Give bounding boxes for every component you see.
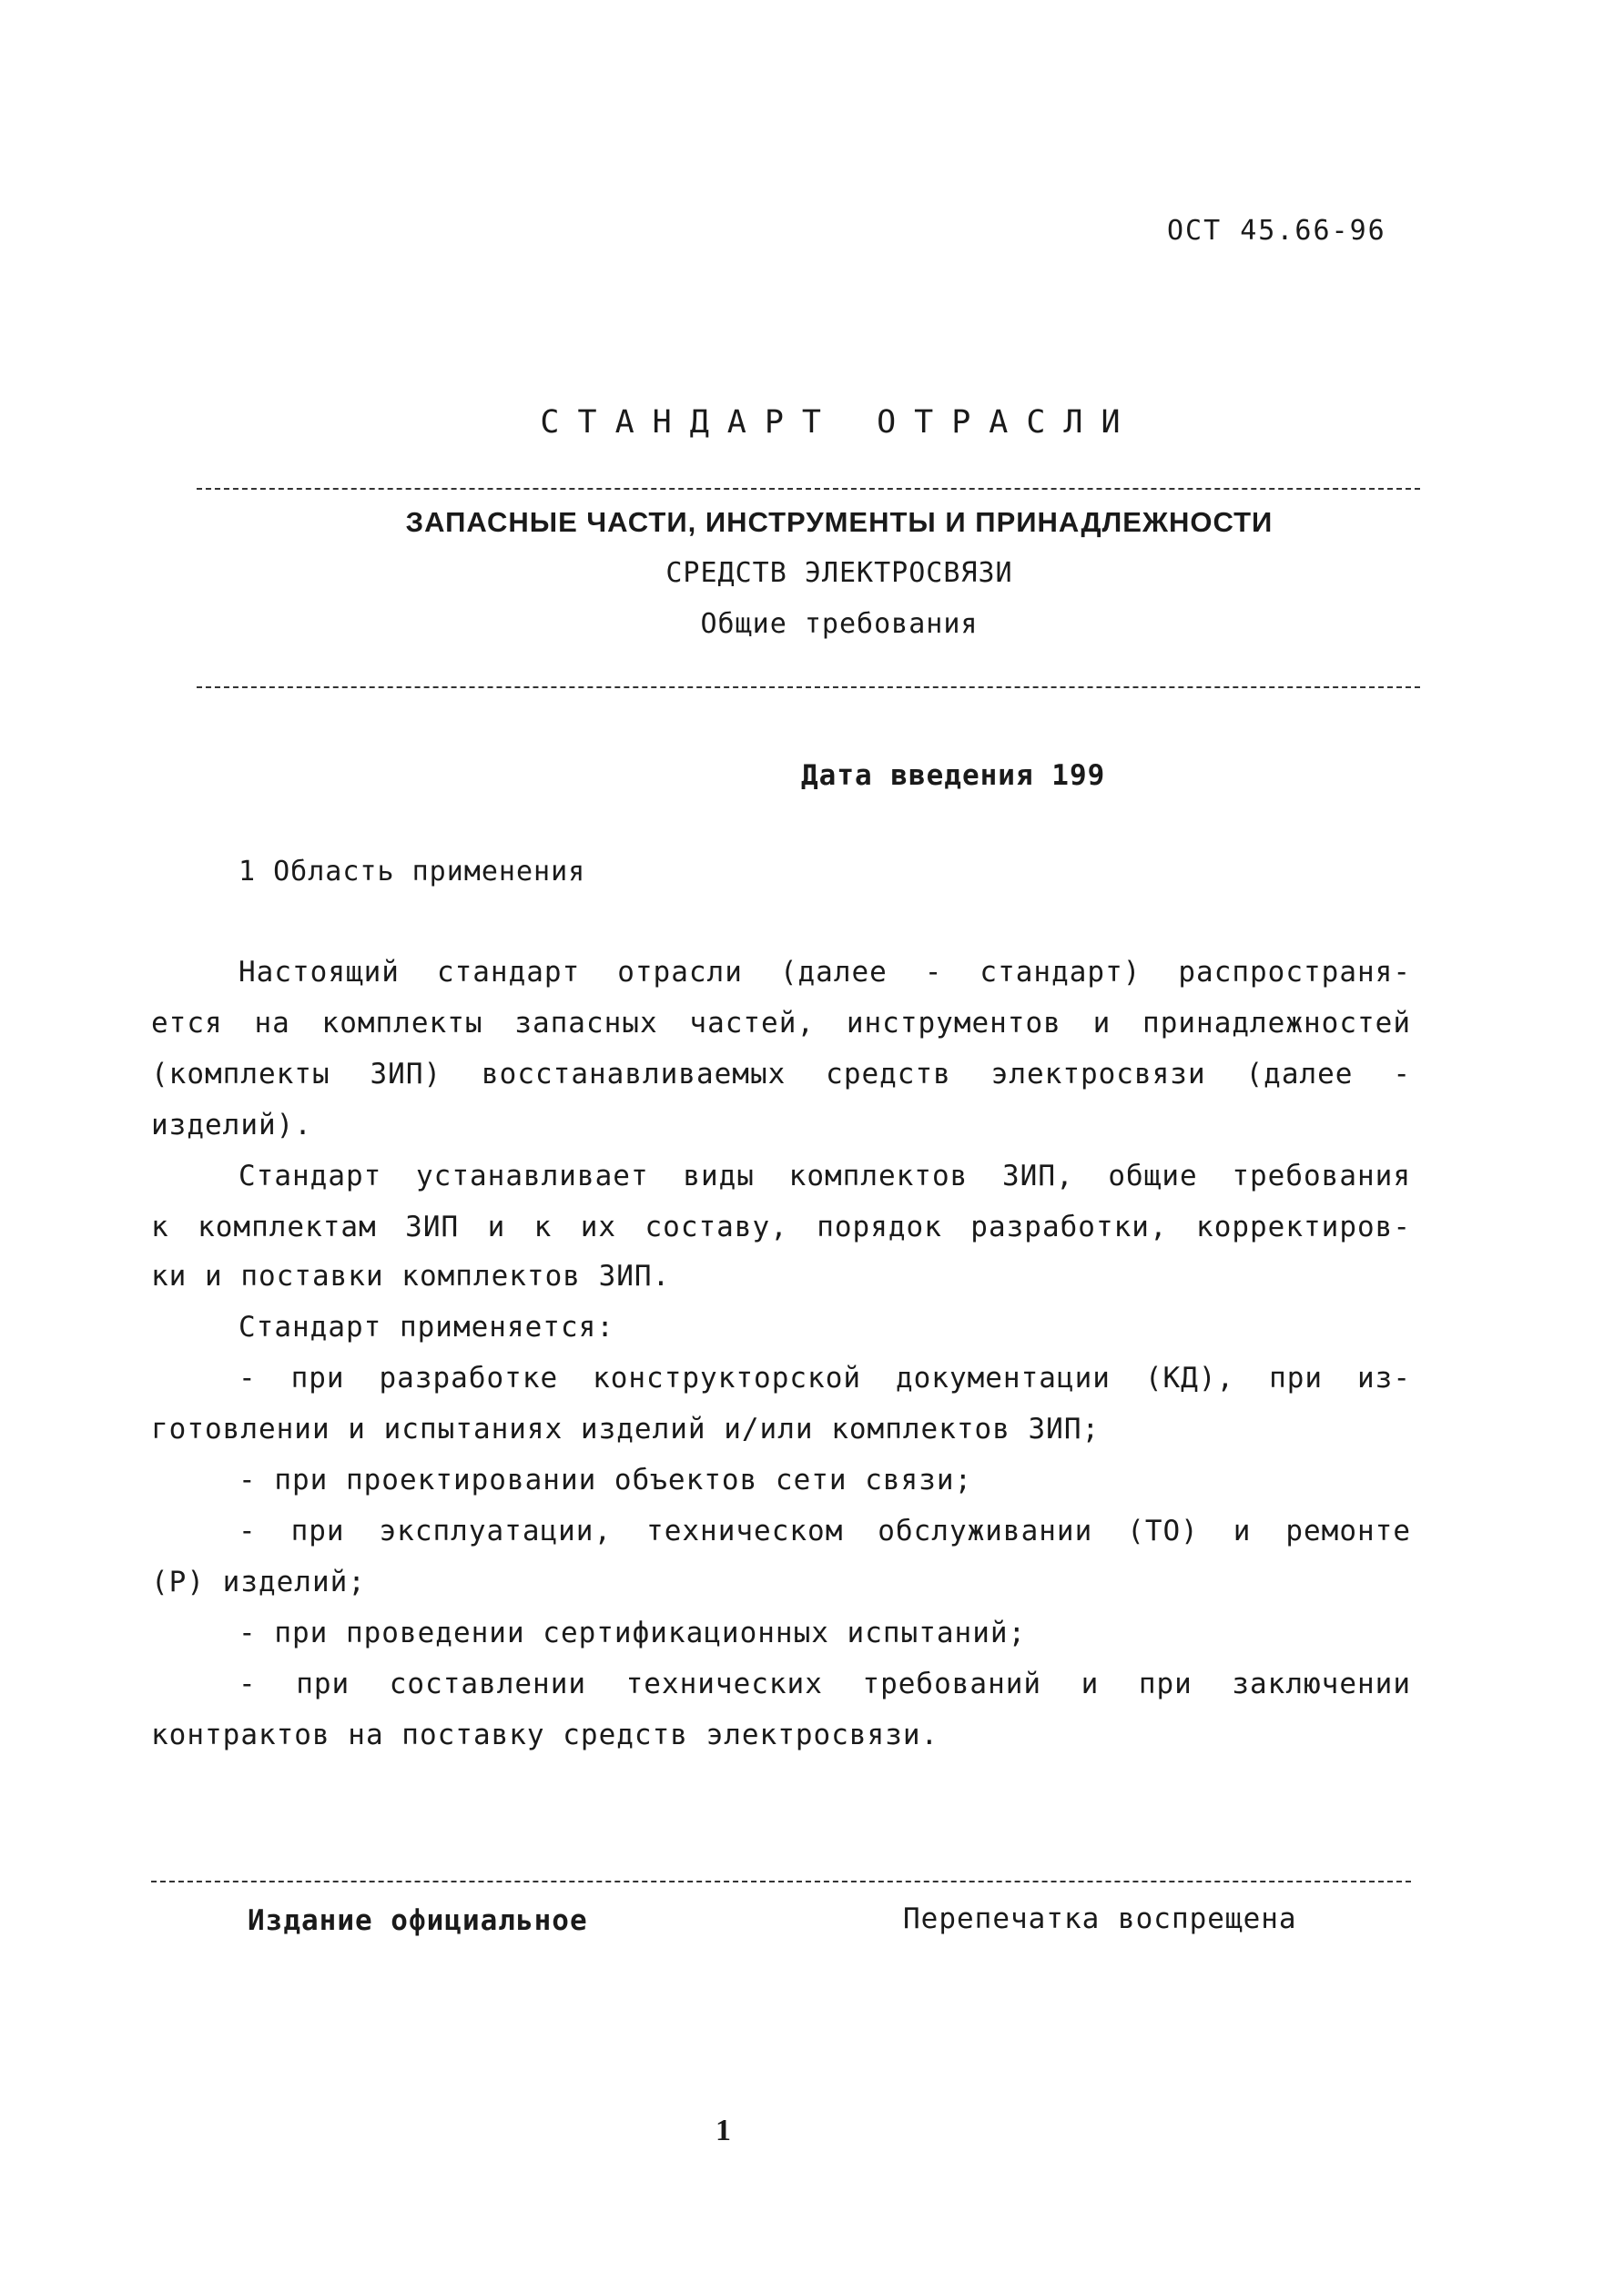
list-item: - при проведении сертификационных испытаний; — [239, 1617, 1027, 1649]
paragraph-line: Стандарт применяется: — [239, 1311, 614, 1344]
reprint-prohibited-label: Перепечатка воспрещена — [903, 1902, 1297, 1935]
paragraph-line: изделий). — [151, 1109, 312, 1141]
official-edition-label: Издание официальное — [248, 1904, 588, 1937]
paragraph-line: Настоящий стандарт отрасли (далее - стандарт) распространя- — [239, 956, 1411, 989]
list-item: - при эксплуатации, техническом обслуживании (ТО) и ремонте — [239, 1515, 1411, 1547]
document-title: ЗАПАСНЫЕ ЧАСТИ, ИНСТРУМЕНТЫ И ПРИНАДЛЕЖНОСТИ — [405, 506, 1274, 538]
paragraph-line: ки и поставки комплектов ЗИП. — [151, 1260, 671, 1293]
paragraph-line: ется на комплекты запасных частей, инструментов и принадлежностей — [151, 1007, 1411, 1040]
paragraph-line: к комплектам ЗИП и к их составу, порядок разработки, корректиров- — [151, 1211, 1411, 1243]
document-subtitle: Общие требования — [700, 608, 979, 640]
list-item: - при составлении технических требований и при заключении — [239, 1668, 1411, 1700]
title-bottom-rule — [197, 686, 1420, 688]
paragraph-line: Стандарт устанавливает виды комплектов ЗИП, общие требования — [239, 1160, 1411, 1192]
title-top-rule — [197, 488, 1420, 490]
footer-rule — [151, 1881, 1411, 1882]
section-heading: 1 Область применения — [239, 856, 586, 888]
list-item: - при разработке конструкторской документации (КД), при из- — [239, 1362, 1411, 1395]
list-item-continuation: готовлении и испытаниях изделий и/или комплектов ЗИП; — [151, 1413, 1101, 1446]
document-title-line2: СРЕДСТВ ЭЛЕКТРОСВЯЗИ — [665, 557, 1013, 589]
list-item-continuation: контрактов на поставку средств электросвязи. — [151, 1719, 939, 1751]
list-item: - при проектировании объектов сети связи; — [239, 1464, 973, 1497]
date-of-introduction: Дата введения 199 — [801, 759, 1106, 792]
standard-code: ОСТ 45.66-96 — [1167, 215, 1386, 247]
page-number: 1 — [716, 2114, 731, 2147]
paragraph-line: (комплекты ЗИП) восстанавливаемых средств электросвязи (далее - — [151, 1058, 1411, 1091]
document-category: СТАНДАРТ ОТРАСЛИ — [540, 404, 1139, 441]
list-item-continuation: (Р) изделий; — [151, 1566, 366, 1598]
